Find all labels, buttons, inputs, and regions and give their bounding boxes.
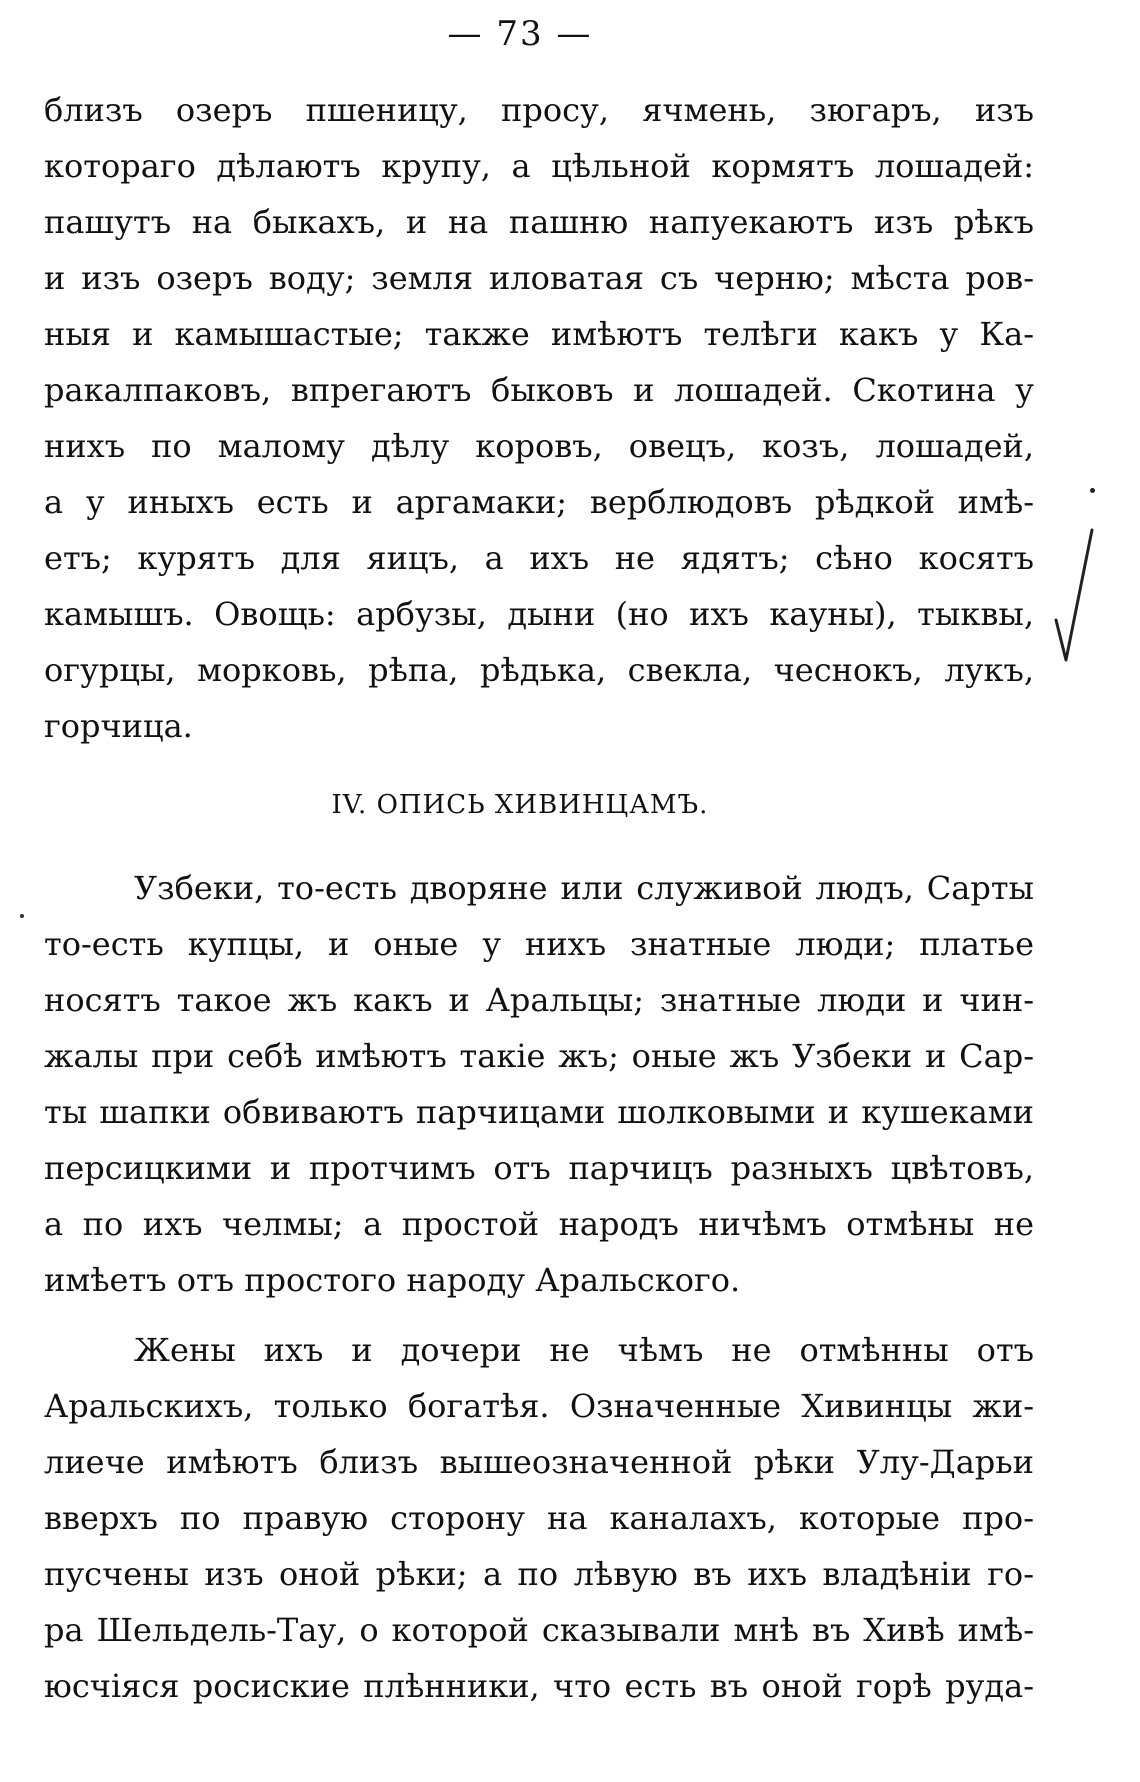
text-line: огурцы, морковь, рѣпа, рѣдька, свекла, чеснокъ, лукъ, (44, 651, 1034, 689)
text-line: Узбеки, то-есть дворяне или служивой людъ, Сарты (134, 869, 1034, 907)
margin-dot (20, 914, 24, 918)
text-line: носятъ такое жъ какъ и Аральцы; знатные люди и чин- (44, 981, 1034, 1019)
text-line: а по ихъ челмы; а простой народъ ничѣмъ отмѣны не (44, 1205, 1034, 1243)
text-line: пусчены изъ оной рѣки; а по лѣвую въ ихъ владѣніи го- (44, 1555, 1034, 1593)
text-line: вверхъ по правую сторону на каналахъ, которые про- (44, 1499, 1034, 1537)
text-line: то-есть купцы, и оные у нихъ знатные люди; платье (44, 925, 1034, 963)
margin-check-mark (1052, 520, 1100, 670)
text-line: юсчіяся росиские плѣнники, что есть въ оной горѣ руда- (44, 1667, 1034, 1705)
text-line: ракалпаковъ, впрегаютъ быковъ и лошадей. Скотина у (44, 371, 1034, 409)
text-line: камышъ. Овощь: арбузы, дыни (но ихъ кауны), тыквы, (44, 595, 1034, 633)
page-number: — 73 — (447, 14, 593, 54)
text-line: Аральскихъ, только богатѣя. Означенные Хивинцы жи- (44, 1387, 1034, 1425)
text-line: ныя и камышастые; также имѣютъ телѣги какъ у Ка- (44, 315, 1034, 353)
text-line: лиече имѣютъ близъ вышеозначенной рѣки Улу-Дарьи (44, 1443, 1034, 1481)
text-line: котораго дѣлаютъ крупу, а цѣльной кормятъ лошадей: (44, 147, 1034, 185)
text-line: а у иныхъ есть и аргамаки; верблюдовъ рѣдкой имѣ- (44, 483, 1034, 521)
text-line: имѣетъ отъ простого народу Аральского. (44, 1261, 741, 1299)
text-line: ра Шельдель-Тау, о которой сказывали мнѣ въ Хивѣ имѣ- (44, 1611, 1034, 1649)
text-line: близъ озеръ пшеницу, просу, ячмень, зюгаръ, изъ (44, 91, 1034, 129)
text-line: и изъ озеръ воду; земля иловатая съ черню; мѣста ров- (44, 259, 1034, 297)
section-heading: IV. ОПИСЬ ХИВИНЦАМЪ. (331, 790, 709, 820)
text-line: нихъ по малому дѣлу коровъ, овецъ, козъ, лошадей, (44, 427, 1034, 465)
text-line: Жены ихъ и дочери не чѣмъ не отмѣнны отъ (134, 1331, 1034, 1369)
text-line: етъ; курятъ для яицъ, а ихъ не ядятъ; сѣно косятъ (44, 539, 1034, 577)
text-line: горчица. (44, 707, 193, 745)
margin-dot (1090, 488, 1095, 493)
text-line: ты шапки обвиваютъ парчицами шолковыми и кушеками (44, 1093, 1034, 1131)
text-line: жалы при себѣ имѣютъ такіе жъ; оные жъ Узбеки и Сар- (44, 1037, 1034, 1075)
text-line: пашутъ на быкахъ, и на пашню напуекаютъ изъ рѣкъ (44, 203, 1034, 241)
text-line: персицкими и протчимъ отъ парчицъ разныхъ цвѣтовъ, (44, 1149, 1034, 1187)
